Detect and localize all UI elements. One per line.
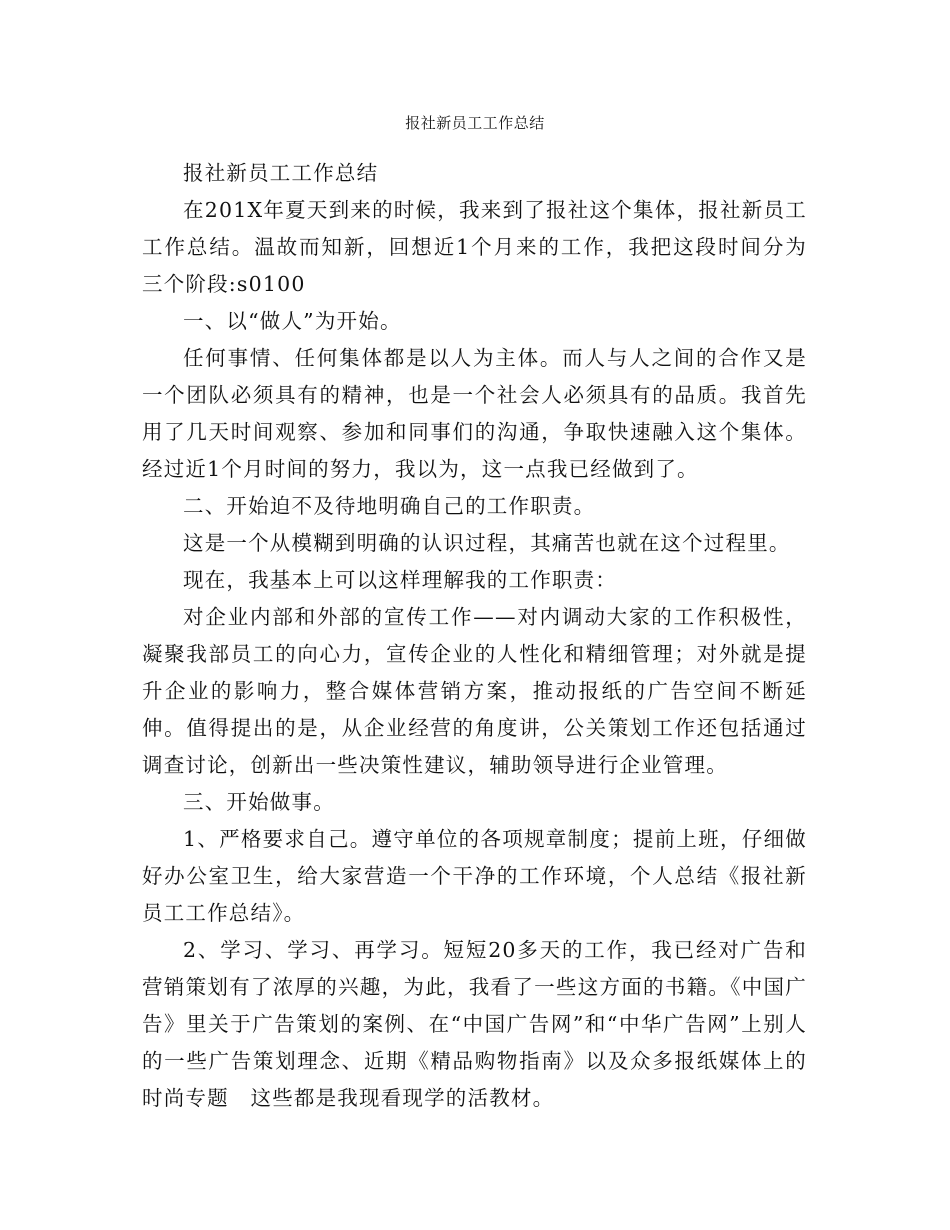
paragraph-section-2b: 现在，我基本上可以这样理解我的工作职责： <box>183 568 617 592</box>
paragraph-section-2c: 对企业内部和外部的宣传工作——对内调动大家的工作积极性，凝聚我部员工的向心力，宣传企业的人性化和精细管理；对外就是提升企业的影响力，整合媒体营销方案，推动报纸的广告空间不断延伸。值得提出的是，从企业经营的角度讲，公关策划工作还包括通过调查讨论，创新出一些决策性建议，辅助领导进行企业管理。 <box>142 605 807 777</box>
paragraph-section-3a: 1、严格要求自己。遵守单位的各项规章制度；提前上班，仔细做好办公室卫生，给大家营造一个干净的工作环境，个人总结《报社新员工工作总结》。 <box>142 827 807 925</box>
paragraph-section-1: 任何事情、任何集体都是以人为主体。而人与人之间的合作又是一个团队必须具有的精神，也是一个社会人必须具有的品质。我首先用了几天时间观察、参加和同事们的沟通，争取快速融入这个集体。经过近1个月时间的努力，我以为，这一点我已经做到了。 <box>142 346 807 481</box>
paragraph-section-3b: 2、学习、学习、再学习。短短20多天的工作，我已经对广告和营销策划有了浓厚的兴趣，为此，我看了一些这方面的书籍。《中国广告》里关于广告策划的案例、在“中国广告网”和“中华广告网”上别人的一些广告策划理念、近期《精品购物指南》以及众多报纸媒体上的时尚专题 这些都是我现看现学的活教材。 <box>142 938 807 1110</box>
paragraph-intro: 在201X年夏天到来的时候，我来到了报社这个集体，报社新员工工作总结。温故而知新，回想近1个月来的工作，我把这段时间分为三个阶段:s0100 <box>142 198 807 296</box>
body-title: 报社新员工工作总结 <box>183 161 379 185</box>
paragraph-section-2a: 这是一个从模糊到明确的认识过程，其痛苦也就在这个过程里。 <box>183 531 791 555</box>
section-heading-2: 二、开始迫不及待地明确自己的工作职责。 <box>183 494 596 518</box>
section-heading-1: 一、以“做人”为开始。 <box>183 309 402 333</box>
document-body <box>142 155 807 1117</box>
page-header-title: 报社新员工工作总结 <box>405 114 545 132</box>
section-heading-3: 三、开始做事。 <box>183 790 335 814</box>
